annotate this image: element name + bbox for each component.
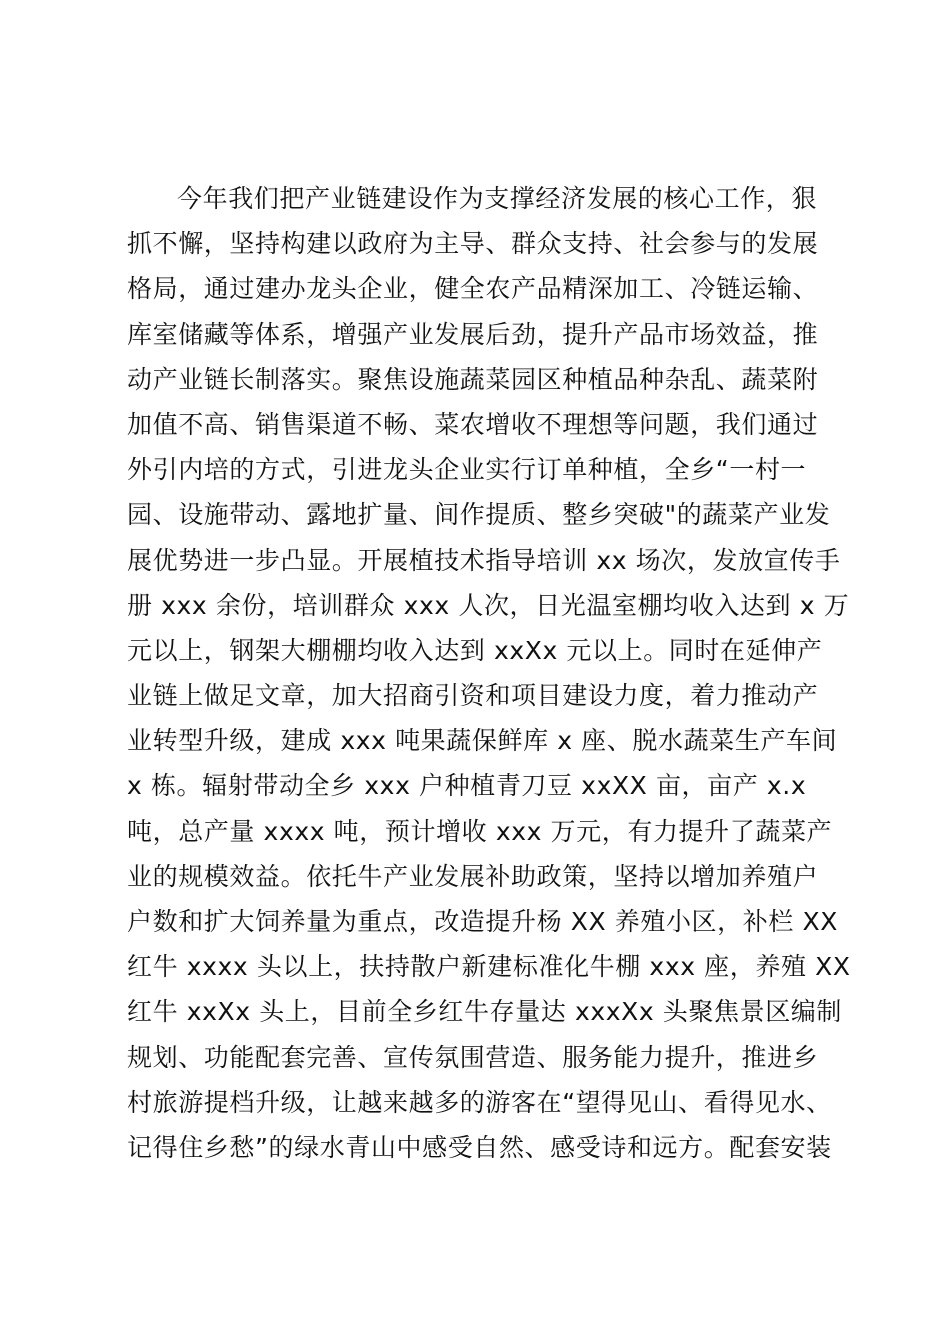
text-line-8: 园、设施带动、露地扩量、间作提质、整乡突破"的蔬菜产业发 [127,500,831,530]
text-line-3: 格局，通过建办龙头企业，健全农产品精深加工、冷链运输、 [127,274,819,304]
text-line-21: 村旅游提档升级，让越来越多的游客在“望得见山、看得见水、 [127,1087,832,1117]
text-line-6: 加值不高、销售渠道不畅、菜农增收不理想等问题，我们通过 [127,409,819,439]
text-line-7: 外引内培的方式，引进龙头企业实行订单种植，全乡“一村一 [127,455,807,485]
text-line-2: 抓不懈，坚持构建以政府为主导、群众支持、社会参与的发展 [127,229,819,259]
text-line-9: 展优势进一步凸显。开展植技术指导培训 xx 场次，发放宣传手 [127,545,841,575]
text-line-4: 库室储藏等体系，增强产业发展后劲，提升产品市场效益，推 [127,319,819,349]
text-line-18: 红牛 xxxx 头以上，扶持散户新建标准化牛棚 xxx 座，养殖 XX [127,952,851,982]
text-line-1: 今年我们把产业链建设作为支撑经济发展的核心工作，狠 [177,184,818,213]
body-paragraph [127,176,851,1170]
text-line-10: 册 xxx 余份，培训群众 xxx 人次，日光温室棚均收入达到 x 万 [127,590,850,620]
text-line-17: 户数和扩大饲养量为重点，改造提升杨 XX 养殖小区，补栏 XX [127,907,838,936]
text-line-5: 动产业链长制落实。聚焦设施蔬菜园区种植品种杂乱、蔬菜附 [127,364,819,394]
text-line-13: 业转型升级，建成 xxx 吨果蔬保鲜库 x 座、脱水蔬菜生产车间 [127,726,838,756]
text-line-20: 规划、功能配套完善、宣传氛围营造、服务能力提升，推进乡 [127,1042,819,1072]
text-line-12: 业链上做足文章，加大招商引资和项目建设力度，着力推动产 [127,681,819,711]
text-line-14: x 栋。辐射带动全乡 xxx 户种植青刀豆 xxXX 亩，亩产 x.x [127,771,807,801]
text-line-19: 红牛 xxXx 头上，目前全乡红牛存量达 xxxXx 头聚焦景区编制 [127,997,843,1027]
text-line-22: 记得住乡愁”的绿水青山中感受自然、感受诗和远方。配套安装 [127,1132,832,1162]
text-line-16: 业的规模效益。依托牛产业发展补助政策，坚持以增加养殖户 [127,861,819,891]
text-line-15: 吨，总产量 xxxx 吨，预计增收 xxx 万元，有力提升了蔬菜产 [127,816,833,846]
text-line-11: 元以上，钢架大棚棚均收入达到 xxXx 元以上。同时在延伸产 [127,635,823,665]
